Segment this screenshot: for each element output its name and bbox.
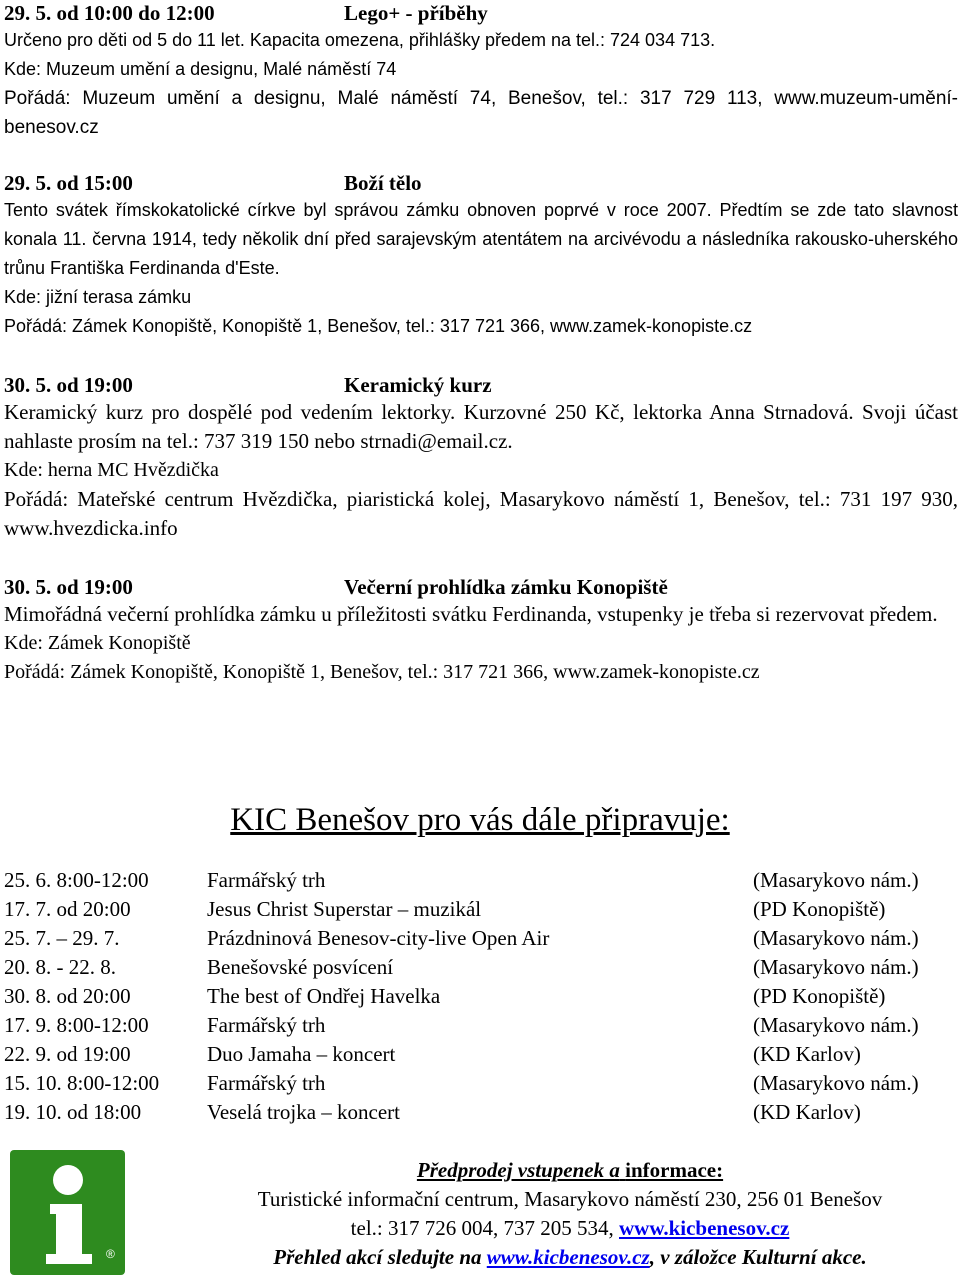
event-time: 30. 5. od 19:00 xyxy=(4,575,133,599)
schedule-date: 25. 6. 8:00-12:00 xyxy=(4,868,149,892)
footer-contact xyxy=(180,1214,960,1243)
schedule-place: (Masarykovo nám.) xyxy=(753,1071,919,1095)
section-heading: KIC Benešov pro vás dále připravuje: xyxy=(230,802,730,838)
footer-title xyxy=(180,1156,960,1185)
schedule-table xyxy=(4,866,919,1127)
table-row xyxy=(4,866,919,895)
schedule-event: Duo Jamaha – koncert xyxy=(207,1042,396,1066)
footer-address: Turistické informační centrum, Masarykovo náměstí 230, 256 01 Benešov xyxy=(257,1187,883,1211)
schedule-date: 17. 9. 8:00-12:00 xyxy=(4,1013,149,1037)
schedule-event: Jesus Christ Superstar – muzikál xyxy=(207,897,482,921)
schedule-place: (PD Konopiště) xyxy=(753,897,886,921)
footer-phone: tel.: 317 726 004, 737 205 534, xyxy=(350,1216,614,1240)
event-vecerni-prohlidka xyxy=(4,574,958,687)
event-time: 30. 5. od 19:00 xyxy=(4,373,133,397)
schedule-event: Benešovské posvícení xyxy=(207,955,394,979)
footer-note-before: Přehled akcí sledujte na xyxy=(273,1245,482,1269)
event-location: Kde: Muzeum umění a designu, Malé náměstí 74 xyxy=(4,59,397,79)
event-location: Kde: Zámek Konopiště xyxy=(4,632,191,654)
table-row xyxy=(4,895,919,924)
info-logo-icon xyxy=(10,1150,125,1275)
event-header xyxy=(4,372,958,398)
schedule-place: (Masarykovo nám.) xyxy=(753,926,919,950)
schedule-event: Farmářský trh xyxy=(207,1013,326,1037)
footer-title-italic: Předprodej vstupenek a xyxy=(416,1158,620,1182)
event-description: Tento svátek římskokatolické církve byl správou zámku obnoven poprvé v roce 2007. Předtím se zde tato slavnost konala 11. června 1914, tedy několik dní před sarajevským atentátem na arcivévodu a následníka rakousko-uherského trůnu Františka Ferdinanda d'Este. xyxy=(4,200,958,278)
schedule-event: Veselá trojka – koncert xyxy=(207,1100,401,1124)
event-description: Určeno pro děti od 5 do 11 let. Kapacita omezena, přihlášky předem na tel.: 724 034 713. xyxy=(4,30,716,50)
event-description: Mimořádná večerní prohlídka zámku u příležitosti svátku Ferdinanda, vstupenky je třeba si rezervovat předem. xyxy=(4,602,938,626)
schedule-date: 30. 8. od 20:00 xyxy=(4,984,131,1008)
schedule-place: (Masarykovo nám.) xyxy=(753,955,919,979)
event-lego xyxy=(4,0,958,142)
event-time: 29. 5. od 10:00 do 12:00 xyxy=(4,1,215,25)
event-title: Boží tělo xyxy=(344,171,422,195)
footer-note xyxy=(180,1243,960,1272)
footer-note-after: , v záložce Kulturní akce. xyxy=(649,1245,867,1269)
schedule-event: Farmářský trh xyxy=(207,868,326,892)
event-title: Keramický kurz xyxy=(344,373,492,397)
logo-dot xyxy=(53,1165,83,1195)
schedule-date: 22. 9. od 19:00 xyxy=(4,1042,131,1066)
table-row xyxy=(4,1069,919,1098)
schedule-place: (PD Konopiště) xyxy=(753,984,886,1008)
table-row xyxy=(4,924,919,953)
event-keramicky-kurz xyxy=(4,372,958,543)
table-row xyxy=(4,953,919,982)
logo-registered-mark: ® xyxy=(106,1247,115,1261)
event-organizer: Pořádá: Zámek Konopiště, Konopiště 1, Benešov, tel.: 317 721 366, www.zamek-konopiste.cz xyxy=(4,661,760,683)
event-location: Kde: herna MC Hvězdička xyxy=(4,459,219,481)
schedule-date: 15. 10. 8:00-12:00 xyxy=(4,1071,160,1095)
event-header xyxy=(4,574,958,600)
event-bozi-telo xyxy=(4,170,958,341)
schedule-event: Farmářský trh xyxy=(207,1071,326,1095)
schedule-date: 17. 7. od 20:00 xyxy=(4,897,131,921)
schedule-place: (KD Karlov) xyxy=(753,1042,861,1066)
table-row xyxy=(4,1098,919,1127)
schedule-date: 20. 8. - 22. 8. xyxy=(4,955,116,979)
event-time: 29. 5. od 15:00 xyxy=(4,171,133,195)
event-organizer: Pořádá: Muzeum umění a designu, Malé náměstí 74, Benešov, tel.: 317 729 113, www.muzeum-umění-benesov.cz xyxy=(4,88,958,138)
table-row xyxy=(4,982,919,1011)
event-header xyxy=(4,0,958,26)
schedule-place: (Masarykovo nám.) xyxy=(753,1013,919,1037)
event-title: Večerní prohlídka zámku Konopiště xyxy=(344,575,668,599)
event-organizer: Pořádá: Mateřské centrum Hvězdička, piaristická kolej, Masarykovo náměstí 1, Benešov, tel.: 731 197 930, www.hvezdicka.info xyxy=(4,487,958,540)
schedule-place: (Masarykovo nám.) xyxy=(753,868,919,892)
footer-website-link[interactable]: www.kicbenesov.cz xyxy=(619,1216,790,1240)
event-location: Kde: jižní terasa zámku xyxy=(4,287,192,307)
event-header xyxy=(4,170,958,196)
table-row xyxy=(4,1011,919,1040)
footer-info xyxy=(180,1156,960,1272)
footer-title-bold: informace: xyxy=(625,1158,724,1182)
footer-note-link[interactable]: www.kicbenesov.cz xyxy=(486,1245,650,1269)
event-description: Keramický kurz pro dospělé pod vedením lektorky. Kurzovné 250 Kč, lektorka Anna Strnadová. Svoji účast nahlaste prosím na tel.: 737 319 150 nebo strnadi@email.cz. xyxy=(4,400,958,453)
schedule-event: Prázdninová Benesov-city-live Open Air xyxy=(207,926,550,950)
event-organizer: Pořádá: Zámek Konopiště, Konopiště 1, Benešov, tel.: 317 721 366, www.zamek-konopiste.cz xyxy=(4,316,753,336)
schedule-place: (KD Karlov) xyxy=(753,1100,861,1124)
table-row xyxy=(4,1040,919,1069)
schedule-date: 25. 7. – 29. 7. xyxy=(4,926,120,950)
schedule-date: 19. 10. od 18:00 xyxy=(4,1100,142,1124)
schedule-event: The best of Ondřej Havelka xyxy=(207,984,441,1008)
event-title: Lego+ - příběhy xyxy=(344,1,488,25)
